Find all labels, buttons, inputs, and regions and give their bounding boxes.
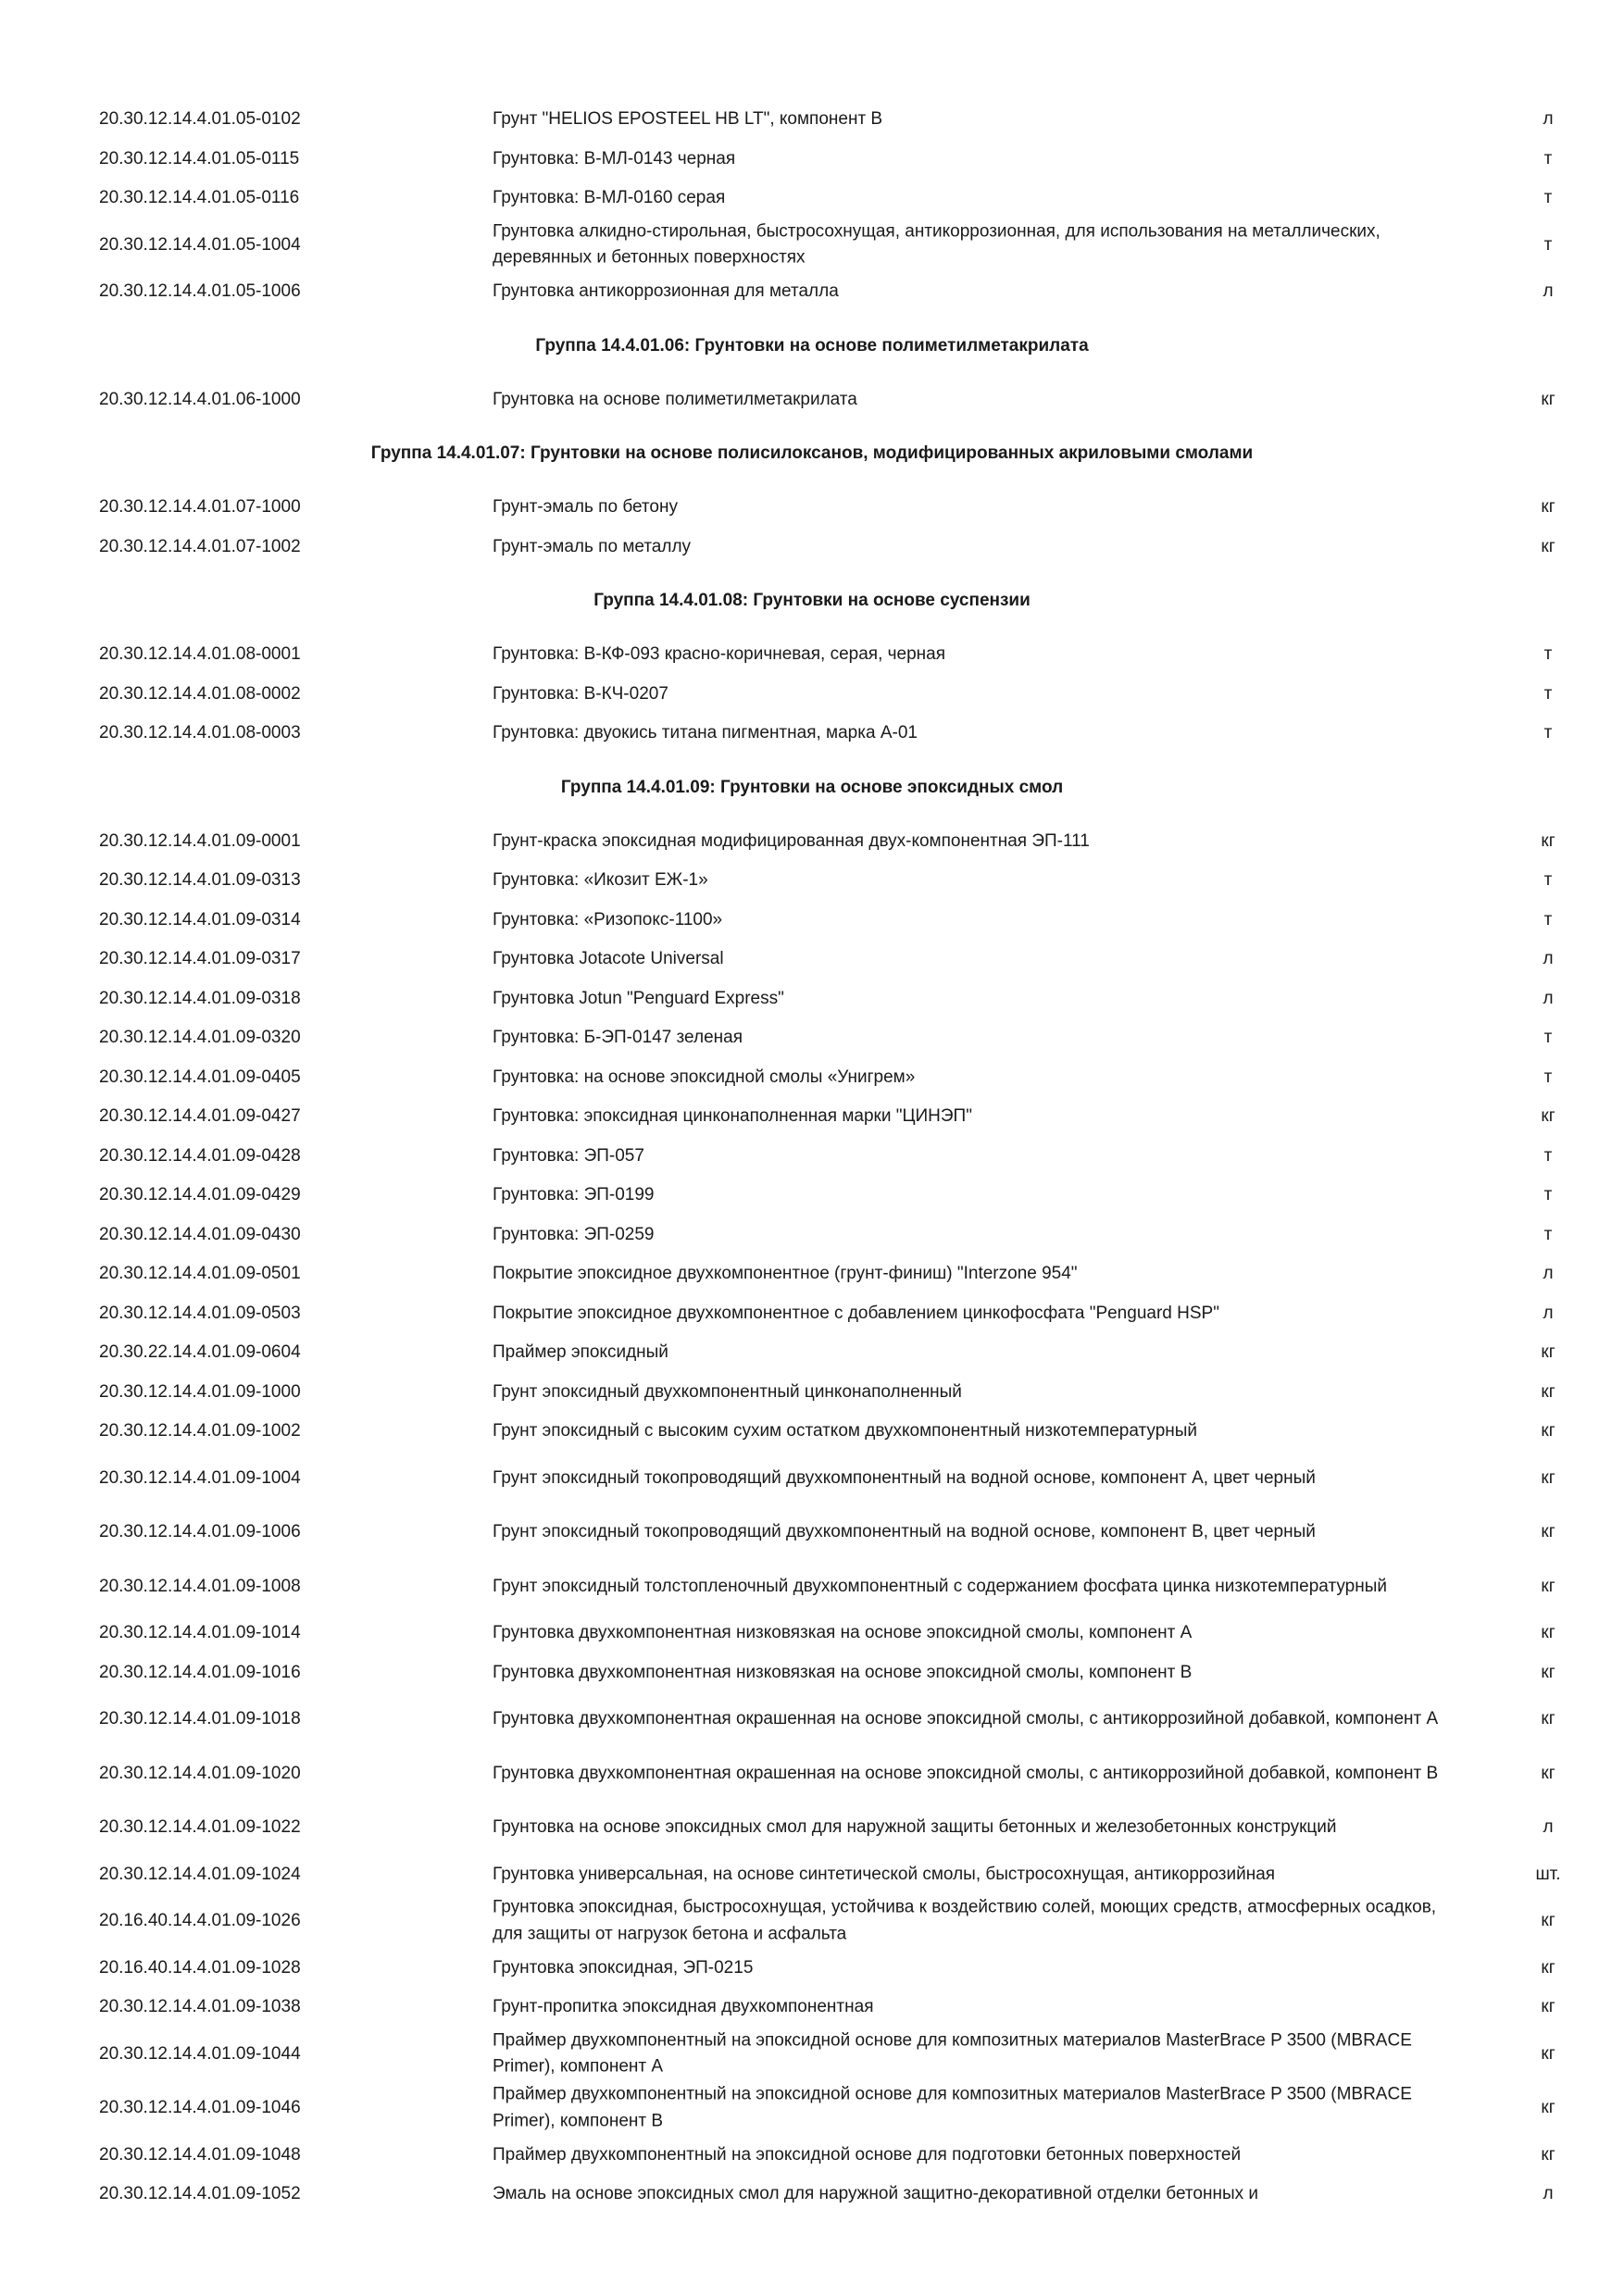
resource-name: Грунт эпоксидный двухкомпонентный цинконаполненный [493, 1381, 962, 1402]
unit-of-measure: кг [1541, 389, 1555, 409]
resource-name: Грунтовка: В-МЛ-0143 черная [493, 148, 736, 168]
unit-of-measure: т [1543, 909, 1553, 930]
unit-of-measure: т [1543, 1185, 1553, 1204]
resource-code: 20.30.12.14.4.01.09-1044 [99, 2043, 301, 2064]
resource-name: Грунтовка: ЭП-0259 [493, 1224, 655, 1244]
resource-name: Грунтовка: Б-ЭП-0147 зеленая [493, 1028, 743, 1047]
unit-of-measure: кг [1541, 1421, 1555, 1441]
unit-of-measure: л [1543, 1303, 1554, 1323]
resource-name: Грунтовка на основе эпоксидных смол для наружной защиты бетонных и железобетонных конструкций [493, 1817, 1337, 1837]
unit-of-measure: л [1543, 1264, 1554, 1283]
resource-name: Грунтовка: ЭП-057 [493, 1145, 644, 1166]
group-title: Группа 14.4.01.07: Грунтовки на основе полисилоксанов, модифицированных акриловыми смолами [370, 443, 1254, 463]
resource-name: Покрытие эпоксидное двухкомпонентное с добавлением цинкофосфата "Penguard HSP" [493, 1303, 1219, 1323]
resource-name: Грунтовка: эпоксидная цинконаполненная марки "ЦИНЭП" [493, 1106, 972, 1126]
resource-code: 20.16.40.14.4.01.09-1026 [99, 1911, 301, 1930]
resource-name: Грунт-пропитка эпоксидная двухкомпонентная [493, 1997, 874, 2016]
resource-code: 20.30.12.14.4.01.07-1002 [99, 536, 301, 556]
unit-of-measure: т [1543, 723, 1553, 742]
resource-code: 20.30.12.14.4.01.09-0427 [99, 1106, 301, 1126]
table-row [0, 272, 1624, 312]
table-row [0, 940, 1624, 980]
resource-name: Грунтовка на основе полиметилметакрилата [493, 389, 857, 409]
resource-code: 20.30.12.14.4.01.09-0503 [99, 1303, 301, 1323]
unit-of-measure: кг [1541, 830, 1555, 851]
table-row [0, 1254, 1624, 1294]
resource-code: 20.30.12.14.4.01.09-0318 [99, 988, 301, 1008]
table-row [0, 1373, 1624, 1413]
resource-code: 20.30.12.14.4.01.09-1046 [99, 2098, 301, 2117]
unit-of-measure: кг [1541, 1763, 1555, 1783]
resource-code: 20.30.12.14.4.01.09-1008 [99, 1576, 301, 1596]
unit-of-measure: кг [1541, 1709, 1555, 1728]
resource-code: 20.30.12.14.4.01.05-0102 [99, 109, 301, 129]
resource-code: 20.30.12.14.4.01.09-0428 [99, 1145, 301, 1166]
unit-of-measure: кг [1541, 1342, 1555, 1362]
table-row [0, 179, 1624, 218]
table-row [0, 822, 1624, 862]
table-row [0, 1855, 1624, 1895]
table-row [0, 1097, 1624, 1137]
resource-code: 20.30.12.14.4.01.09-0314 [99, 909, 301, 930]
resource-code: 20.30.22.14.4.01.09-0604 [99, 1342, 301, 1362]
table-row [0, 635, 1624, 675]
table-row [0, 2028, 1624, 2082]
resource-name: Грунт эпоксидный толстопленочный двухкомпонентный с содержанием фосфата цинка низкотемпературный [493, 1576, 1387, 1596]
resource-name: Грунтовка: В-КФ-093 красно-коричневая, серая, черная [493, 644, 946, 664]
resource-name: Покрытие эпоксидное двухкомпонентное (грунт-финиш) "Interzone 954" [493, 1264, 1078, 1283]
resource-code: 20.30.12.14.4.01.08-0001 [99, 644, 301, 664]
group-header [0, 419, 1624, 488]
unit-of-measure: т [1543, 188, 1553, 207]
table-row [0, 218, 1624, 273]
group-header [0, 754, 1624, 822]
resource-name: Грунтовка: «Ризопокс-1100» [493, 909, 723, 930]
resource-code: 20.30.12.14.4.01.09-0313 [99, 870, 301, 890]
unit-of-measure: т [1543, 1028, 1553, 1047]
resource-name: Грунт-эмаль по металлу [493, 536, 692, 556]
table-row [0, 1333, 1624, 1373]
resource-name: Грунт эпоксидный токопроводящий двухкомпонентный на водной основе, компонент А, цвет черный [493, 1467, 1316, 1488]
unit-of-measure: кг [1541, 536, 1555, 556]
unit-of-measure: кг [1541, 1662, 1555, 1682]
table-row [0, 1505, 1624, 1560]
resource-code: 20.30.12.14.4.01.09-1004 [99, 1467, 301, 1488]
resource-name: Грунт эпоксидный токопроводящий двухкомпонентный на водной основе, компонент В, цвет черный [493, 1522, 1316, 1541]
resource-name: Грунт эпоксидный с высоким сухим остатком двухкомпонентный низкотемпературный [493, 1421, 1198, 1441]
resource-code: 20.30.12.14.4.01.09-0320 [99, 1028, 301, 1047]
unit-of-measure: кг [1541, 1381, 1555, 1402]
table-row [0, 1560, 1624, 1615]
group-title: Группа 14.4.01.06: Грунтовки на основе полиметилметакрилата [535, 335, 1089, 356]
unit-of-measure: т [1543, 870, 1553, 890]
resource-code: 20.30.12.14.4.01.09-1002 [99, 1421, 301, 1441]
resource-code: 20.30.12.14.4.01.09-0501 [99, 1264, 301, 1283]
table-row [0, 675, 1624, 715]
unit-of-measure: кг [1541, 1997, 1555, 2016]
unit-of-measure: кг [1541, 1911, 1555, 1930]
unit-of-measure: л [1543, 949, 1554, 968]
unit-of-measure: т [1543, 1067, 1553, 1087]
group-title: Группа 14.4.01.08: Грунтовки на основе суспензии [593, 590, 1031, 610]
resource-name: Грунтовка двухкомпонентная окрашенная на основе эпоксидной смолы, с антикоррозийной добавкой, компонент А [493, 1709, 1439, 1728]
table-row [0, 100, 1624, 140]
resource-code: 20.30.12.14.4.01.05-1006 [99, 281, 301, 301]
table-row [0, 528, 1624, 568]
table-row [0, 1747, 1624, 1802]
table-row [0, 1988, 1624, 2028]
resource-name: Грунтовка двухкомпонентная низковязкая на основе эпоксидной смолы, компонент В [493, 1662, 1193, 1682]
unit-of-measure: кг [1541, 1576, 1555, 1596]
resource-name: Грунт-краска эпоксидная модифицированная двух-компонентная ЭП-111 [493, 830, 1090, 851]
table-row [0, 1176, 1624, 1216]
table-row [0, 1216, 1624, 1255]
table-row [0, 1294, 1624, 1334]
resource-code: 20.30.12.14.4.01.09-0317 [99, 949, 301, 968]
unit-of-measure: т [1543, 1224, 1553, 1244]
table-row [0, 1801, 1624, 1855]
resource-name: Грунтовка Jotacote Universal [493, 949, 724, 968]
table-row [0, 714, 1624, 754]
unit-of-measure: т [1543, 683, 1553, 704]
resource-code: 20.30.12.14.4.01.09-1020 [99, 1763, 301, 1783]
unit-of-measure: л [1543, 281, 1554, 301]
resource-code: 20.30.12.14.4.01.08-0002 [99, 683, 301, 704]
resource-name: Праймер двухкомпонентный на эпоксидной основе для подготовки бетонных поверхностей [493, 2144, 1242, 2165]
document-page [0, 100, 1624, 2215]
unit-of-measure: кг [1541, 1467, 1555, 1488]
table-row [0, 861, 1624, 901]
resource-name: Грунтовка двухкомпонентная низковязкая на основе эпоксидной смолы, компонент А [493, 1623, 1193, 1642]
unit-of-measure: кг [1541, 497, 1555, 517]
unit-of-measure: кг [1541, 1623, 1555, 1642]
resource-code: 20.30.12.14.4.01.09-0429 [99, 1185, 301, 1204]
resource-code: 20.30.12.14.4.01.09-1016 [99, 1662, 301, 1682]
resource-code: 20.30.12.14.4.01.06-1000 [99, 389, 301, 409]
resource-name: Праймер двухкомпонентный на эпоксидной основе для композитных материалов MasterBrace P 3500 (MBRACE Primer), компонент А [493, 2030, 1412, 2077]
unit-of-measure: кг [1541, 2098, 1555, 2117]
group-header [0, 312, 1624, 381]
resource-code: 20.30.12.14.4.01.09-1006 [99, 1522, 301, 1541]
table-row [0, 488, 1624, 528]
table-row [0, 1452, 1624, 1506]
resource-name: Грунтовка: ЭП-0199 [493, 1185, 655, 1204]
unit-of-measure: л [1543, 109, 1554, 129]
table-row [0, 1653, 1624, 1693]
table-row [0, 2136, 1624, 2176]
unit-of-measure: т [1543, 644, 1553, 664]
resource-name: Грунтовка Jotun "Penguard Express" [493, 988, 784, 1008]
resource-name: Грунтовка: В-КЧ-0207 [493, 683, 668, 704]
table-row [0, 1018, 1624, 1058]
resource-code: 20.30.12.14.4.01.05-0116 [99, 188, 300, 207]
group-header [0, 567, 1624, 635]
resource-name: Грунтовка: двуокись титана пигментная, марка А-01 [493, 723, 918, 742]
resource-name: Грунт-эмаль по бетону [493, 497, 678, 517]
table-row [0, 381, 1624, 420]
resource-code: 20.30.12.14.4.01.09-0430 [99, 1224, 301, 1244]
unit-of-measure: кг [1541, 1106, 1555, 1126]
group-title: Группа 14.4.01.09: Грунтовки на основе эпоксидных смол [560, 777, 1064, 797]
unit-of-measure: л [1543, 2184, 1554, 2203]
resource-name: Грунтовка эпоксидная, ЭП-0215 [493, 1957, 754, 1978]
table-row [0, 1614, 1624, 1653]
unit-of-measure: кг [1541, 1957, 1555, 1978]
resource-code: 20.30.12.14.4.01.09-0405 [99, 1067, 301, 1087]
unit-of-measure: шт. [1535, 1864, 1561, 1884]
resource-name: Грунтовка антикоррозионная для металла [493, 281, 839, 301]
unit-of-measure: т [1543, 148, 1553, 168]
table-row [0, 2175, 1624, 2215]
resource-code: 20.30.12.14.4.01.09-1038 [99, 1997, 301, 2016]
table-row [0, 1949, 1624, 1989]
resource-code: 20.30.12.14.4.01.05-1004 [99, 234, 301, 255]
resource-name: Грунт "HELIOS EPOSTEEL HB LT", компонент В [493, 109, 883, 129]
resource-code: 20.30.12.14.4.01.09-1000 [99, 1381, 301, 1402]
resource-name: Грунтовка алкидно-стирольная, быстросохнущая, антикоррозионная, для использования на металлических, деревянных и бетонных поверхностях [493, 221, 1380, 268]
resource-code: 20.30.12.14.4.01.07-1000 [99, 497, 301, 517]
unit-of-measure: т [1543, 1145, 1553, 1166]
table-row [0, 901, 1624, 941]
unit-of-measure: кг [1541, 1522, 1555, 1541]
resource-code: 20.30.12.14.4.01.09-1018 [99, 1709, 301, 1728]
resource-code: 20.30.12.14.4.01.05-0115 [99, 148, 300, 168]
table-row [0, 1692, 1624, 1747]
table-row [0, 1137, 1624, 1177]
unit-of-measure: л [1543, 988, 1554, 1008]
resource-name: Эмаль на основе эпоксидных смол для наружной защитно-декоративной отделки бетонных и [493, 2184, 1259, 2203]
resource-name: Праймер двухкомпонентный на эпоксидной основе для композитных материалов MasterBrace P 3500 (MBRACE Primer), компонент В [493, 2084, 1412, 2131]
resource-name: Грунтовка эпоксидная, быстросохнущая, устойчива к воздействию солей, моющих средств, атмосферных осадков, для защиты от нагрузок бетона и асфальта [493, 1897, 1437, 1944]
unit-of-measure: кг [1541, 2043, 1555, 2064]
unit-of-measure: л [1543, 1817, 1554, 1837]
table-row [0, 980, 1624, 1019]
resource-code: 20.30.12.14.4.01.09-1014 [99, 1623, 301, 1642]
resource-code: 20.30.12.14.4.01.09-1052 [99, 2184, 301, 2203]
resource-name: Грунтовка универсальная, на основе синтетической смолы, быстросохнущая, антикоррозийная [493, 1864, 1276, 1884]
resource-name: Грунтовка: В-МЛ-0160 серая [493, 188, 726, 207]
table-row [0, 2081, 1624, 2136]
resource-code: 20.30.12.14.4.01.09-1048 [99, 2144, 301, 2165]
table-row [0, 1058, 1624, 1098]
resource-name: Грунтовка двухкомпонентная окрашенная на основе эпоксидной смолы, с антикоррозийной добавкой, компонент В [493, 1763, 1439, 1783]
resource-name: Грунтовка: «Икозит ЕЖ-1» [493, 870, 708, 890]
table-row [0, 140, 1624, 180]
unit-of-measure: т [1543, 234, 1553, 255]
resource-code: 20.30.12.14.4.01.09-1024 [99, 1864, 301, 1884]
resource-code: 20.16.40.14.4.01.09-1028 [99, 1957, 301, 1978]
table-row [0, 1412, 1624, 1452]
resource-code: 20.30.12.14.4.01.09-0001 [99, 830, 301, 851]
table-row [0, 1894, 1624, 1949]
resource-code: 20.30.12.14.4.01.09-1022 [99, 1817, 301, 1837]
resource-name: Грунтовка: на основе эпоксидной смолы «Унигрем» [493, 1067, 916, 1087]
resource-name: Праймер эпоксидный [493, 1342, 668, 1362]
unit-of-measure: кг [1541, 2144, 1555, 2165]
resource-code: 20.30.12.14.4.01.08-0003 [99, 723, 301, 742]
